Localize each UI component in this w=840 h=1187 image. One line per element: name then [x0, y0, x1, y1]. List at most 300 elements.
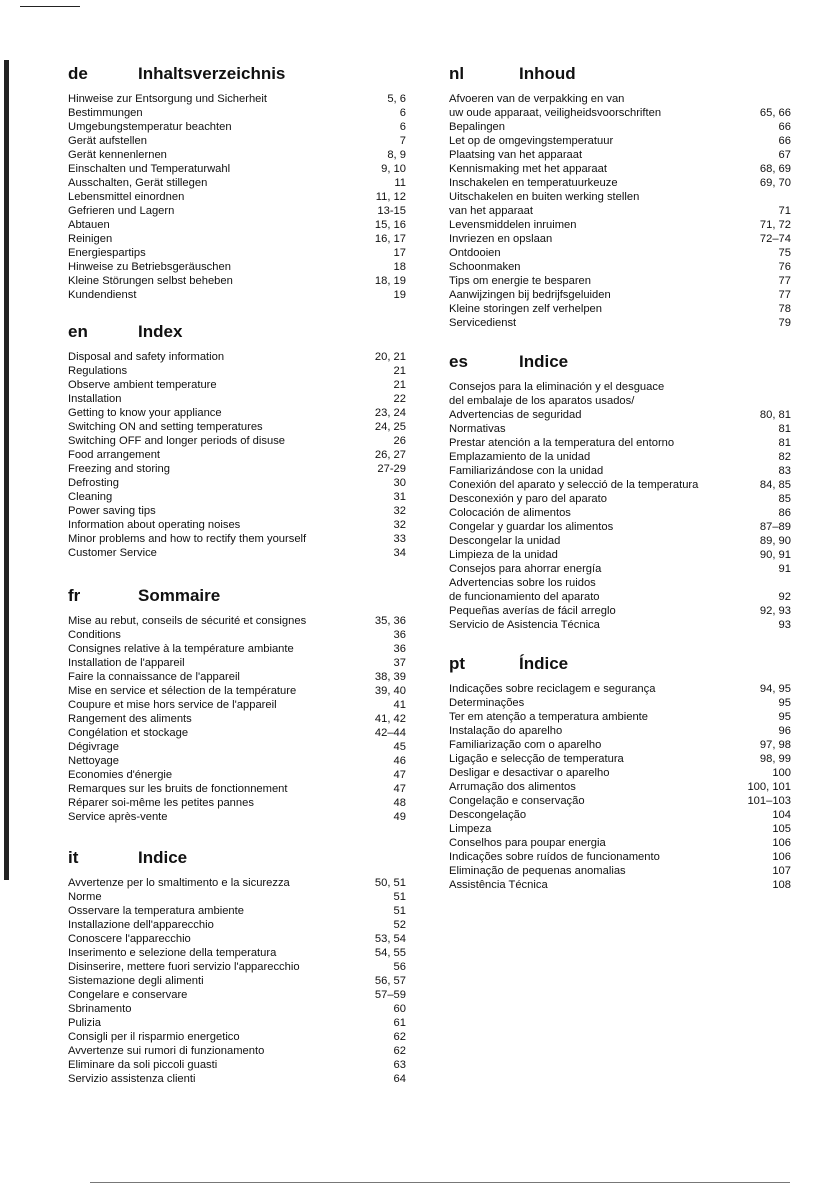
toc-entry-page: 98, 99 [759, 753, 791, 765]
toc-entry-page: 90, 91 [759, 549, 791, 561]
section-heading [449, 64, 791, 92]
toc-section-es [449, 352, 791, 632]
toc-entry-label: Plaatsing van het apparaat [449, 149, 583, 161]
toc-entry-page: 87–89 [759, 521, 791, 533]
toc-entry-list [449, 682, 791, 892]
toc-entry [68, 1044, 406, 1058]
toc-entry-page: 5, 6 [387, 93, 406, 105]
section-heading [68, 848, 406, 876]
toc-entry-page: 66 [778, 135, 791, 147]
toc-entry-label: de funcionamiento del aparato [449, 591, 600, 603]
toc-entry-label: Congelação e conservação [449, 795, 585, 807]
toc-entry-label: Aanwijzingen bij bedrijfsgeluiden [449, 289, 611, 301]
toc-entry-page: 82 [778, 451, 791, 463]
toc-entry [449, 302, 791, 316]
toc-entry [68, 288, 406, 302]
toc-entry-label: Ligação e selecção de temperatura [449, 753, 624, 765]
toc-entry [68, 504, 406, 518]
toc-entry [449, 422, 791, 436]
toc-entry-page: 26, 27 [374, 449, 406, 461]
toc-entry [449, 752, 791, 766]
toc-entry [68, 448, 406, 462]
toc-entry [68, 670, 406, 684]
toc-entry-page: 96 [778, 725, 791, 737]
toc-entry [68, 628, 406, 642]
toc-entry-list [68, 876, 406, 1086]
toc-entry [449, 604, 791, 618]
toc-entry-page: 32 [393, 519, 406, 531]
toc-entry [68, 176, 406, 190]
toc-entry-page: 75 [778, 247, 791, 259]
toc-entry [68, 1002, 406, 1016]
toc-entry-label: del embalaje de los aparatos usados/ [449, 395, 635, 407]
toc-entry-label: Eliminação de pequenas anomalias [449, 865, 626, 877]
section-title: Inhaltsverzeichnis [138, 64, 286, 83]
toc-entry-page: 39, 40 [374, 685, 406, 697]
toc-entry-label: Installation [68, 393, 122, 405]
section-title: Indice [138, 848, 188, 867]
toc-entry-page: 42–44 [374, 727, 406, 739]
toc-entry-label: Servicedienst [449, 317, 517, 329]
language-code: en [68, 322, 88, 341]
toc-entry-label: Bestimmungen [68, 107, 143, 119]
toc-entry-page: 46 [393, 755, 406, 767]
section-heading [449, 352, 791, 380]
toc-entry [68, 162, 406, 176]
toc-entry-page: 63 [393, 1059, 406, 1071]
toc-entry-label: Kleine Störungen selbst beheben [68, 275, 233, 287]
toc-entry-label: Installazione dell'apparecchio [68, 919, 214, 931]
toc-entry [68, 204, 406, 218]
toc-entry-page: 105 [772, 823, 791, 835]
toc-entry [68, 260, 406, 274]
toc-entry-page: 35, 36 [374, 615, 406, 627]
toc-entry [449, 190, 791, 204]
toc-section-en [68, 322, 406, 560]
toc-entry-label: Food arrangement [68, 449, 161, 461]
toc-entry-label: Tips om energie te besparen [449, 275, 591, 287]
toc-entry-page: 97, 98 [759, 739, 791, 751]
toc-section-pt [449, 654, 791, 892]
toc-entry-label: Service après-vente [68, 811, 168, 823]
toc-entry-label: Let op de omgevingstemperatuur [449, 135, 614, 147]
toc-entry-label: Instalação do aparelho [449, 725, 563, 737]
toc-entry-page: 106 [772, 837, 791, 849]
toc-entry-label: Limpieza de la unidad [449, 549, 558, 561]
toc-entry [68, 698, 406, 712]
toc-entry [449, 394, 791, 408]
toc-entry [449, 822, 791, 836]
toc-entry-label: Levensmiddelen inruimen [449, 219, 577, 231]
toc-entry-page: 77 [778, 289, 791, 301]
scan-line-top [20, 6, 80, 7]
toc-entry [449, 162, 791, 176]
toc-entry-page: 21 [393, 379, 406, 391]
toc-entry-page: 36 [393, 629, 406, 641]
toc-entry-page: 37 [393, 657, 406, 669]
toc-entry-page: 54, 55 [374, 947, 406, 959]
toc-entry-page: 47 [393, 783, 406, 795]
toc-entry-label: Defrosting [68, 477, 119, 489]
toc-entry-page: 18, 19 [374, 275, 406, 287]
toc-entry-label: Minor problems and how to rectify them yourself [68, 533, 307, 545]
toc-entry [68, 1016, 406, 1030]
toc-entry-page: 81 [778, 423, 791, 435]
toc-entry-page: 11, 12 [375, 191, 406, 203]
toc-entry-label: Uitschakelen en buiten werking stellen [449, 191, 640, 203]
toc-entry-page: 16, 17 [374, 233, 406, 245]
toc-entry-page: 7 [399, 135, 406, 147]
toc-entry-page: 6 [399, 121, 406, 133]
toc-entry-label: Advertencias sobre los ruidos [449, 577, 596, 589]
toc-entry-page: 56, 57 [374, 975, 406, 987]
toc-entry [68, 434, 406, 448]
toc-entry-page: 33 [393, 533, 406, 545]
toc-entry-label: Arrumação dos alimentos [449, 781, 576, 793]
toc-entry [449, 738, 791, 752]
toc-entry-page: 76 [778, 261, 791, 273]
toc-entry [68, 656, 406, 670]
toc-entry-list [68, 614, 406, 824]
section-heading [68, 64, 406, 92]
language-code: pt [449, 654, 466, 673]
toc-section-nl [449, 64, 791, 330]
toc-entry-page: 22 [393, 393, 406, 405]
toc-entry-label: Ter em atenção a temperatura ambiente [449, 711, 648, 723]
toc-entry-page: 56 [393, 961, 406, 973]
toc-entry-label: Familiarizándose con la unidad [449, 465, 604, 477]
toc-entry-page: 101–103 [747, 795, 791, 807]
toc-entry-label: Conexión del aparato y selecció de la temperatura [449, 479, 699, 491]
toc-entry-page: 78 [778, 303, 791, 315]
toc-entry-label: Schoonmaken [449, 261, 521, 273]
toc-entry [449, 380, 791, 394]
section-heading [68, 586, 406, 614]
toc-entry-page: 51 [393, 891, 406, 903]
toc-entry [449, 794, 791, 808]
toc-entry-label: Invriezen en opslaan [449, 233, 553, 245]
toc-entry-label: Indicações sobre ruídos de funcionamento [449, 851, 660, 863]
toc-entry [449, 106, 791, 120]
toc-entry-label: Customer Service [68, 547, 157, 559]
toc-entry-page: 107 [772, 865, 791, 877]
toc-entry-page: 95 [778, 697, 791, 709]
toc-entry-page: 79 [778, 317, 791, 329]
toc-entry-label: Normativas [449, 423, 506, 435]
section-title: Index [138, 322, 183, 341]
toc-entry-page: 100, 101 [747, 781, 791, 793]
toc-entry-label: Réparer soi-même les petites pannes [68, 797, 254, 809]
toc-entry-label: Kleine storingen zelf verhelpen [449, 303, 602, 315]
toc-entry [68, 246, 406, 260]
toc-entry [449, 92, 791, 106]
toc-entry-label: Freezing and storing [68, 463, 170, 475]
toc-entry-page: 18 [393, 261, 406, 273]
toc-entry-label: Servizio assistenza clienti [68, 1073, 196, 1085]
toc-entry [68, 92, 406, 106]
toc-entry-page: 93 [778, 619, 791, 631]
toc-entry-label: Power saving tips [68, 505, 156, 517]
toc-entry [449, 232, 791, 246]
toc-entry-page: 41, 42 [374, 713, 406, 725]
toc-entry [68, 1072, 406, 1086]
toc-entry-label: Umgebungstemperatur beachten [68, 121, 232, 133]
toc-entry-label: Installation de l'appareil [68, 657, 185, 669]
toc-entry-list [68, 350, 406, 560]
toc-entry [68, 406, 406, 420]
toc-entry-label: Indicações sobre reciclagem e segurança [449, 683, 656, 695]
toc-entry [68, 232, 406, 246]
toc-entry [449, 218, 791, 232]
toc-entry-page: 71 [778, 205, 791, 217]
toc-entry [449, 246, 791, 260]
toc-entry-label: Gerät kennenlernen [68, 149, 167, 161]
toc-entry-label: Pulizia [68, 1017, 101, 1029]
toc-entry-label: Energiespartips [68, 247, 146, 259]
toc-entry-page: 34 [393, 547, 406, 559]
toc-entry-page: 9, 10 [381, 163, 406, 175]
toc-entry [449, 766, 791, 780]
toc-entry-label: Remarques sur les bruits de fonctionnement [68, 783, 288, 795]
toc-entry [449, 682, 791, 696]
language-code: es [449, 352, 468, 371]
toc-entry [68, 890, 406, 904]
toc-entry-page: 108 [772, 879, 791, 891]
toc-entry [449, 204, 791, 218]
toc-entry [449, 450, 791, 464]
toc-entry [68, 782, 406, 796]
toc-entry [68, 378, 406, 392]
toc-entry-page: 77 [778, 275, 791, 287]
scan-line-bottom [90, 1182, 790, 1183]
toc-entry-label: Servicio de Asistencia Técnica [449, 619, 600, 631]
toc-entry [449, 534, 791, 548]
toc-entry-page: 38, 39 [374, 671, 406, 683]
toc-entry-page: 11 [394, 177, 406, 189]
toc-entry-page: 68, 69 [759, 163, 791, 175]
toc-entry [449, 696, 791, 710]
toc-entry [68, 810, 406, 824]
toc-entry-page: 69, 70 [759, 177, 791, 189]
toc-section-it [68, 848, 406, 1086]
toc-entry [449, 520, 791, 534]
toc-entry-page: 26 [393, 435, 406, 447]
language-code: nl [449, 64, 465, 83]
toc-entry-label: Colocación de alimentos [449, 507, 571, 519]
toc-entry-label: Conselhos para poupar energia [449, 837, 606, 849]
toc-entry-label: Prestar atención a la temperatura del entorno [449, 437, 675, 449]
toc-entry [68, 712, 406, 726]
toc-entry-page: 41 [393, 699, 406, 711]
section-title: Inhoud [519, 64, 576, 83]
toc-entry-label: Gefrieren und Lagern [68, 205, 175, 217]
toc-entry-page: 85 [778, 493, 791, 505]
toc-entry-page: 19 [393, 289, 406, 301]
toc-entry-label: Advertencias de seguridad [449, 409, 582, 421]
toc-entry [68, 1058, 406, 1072]
toc-entry [449, 618, 791, 632]
toc-entry-label: Economies d'énergie [68, 769, 173, 781]
toc-entry [68, 350, 406, 364]
toc-entry [449, 506, 791, 520]
toc-entry-page: 94, 95 [759, 683, 791, 695]
toc-entry-label: Eliminare da soli piccoli guasti [68, 1059, 218, 1071]
toc-entry [449, 134, 791, 148]
toc-entry [68, 960, 406, 974]
toc-entry-page: 24, 25 [374, 421, 406, 433]
toc-entry [449, 590, 791, 604]
toc-entry-page: 92, 93 [759, 605, 791, 617]
section-title: Índice [519, 654, 569, 673]
toc-column-right [449, 64, 791, 1104]
toc-entry [449, 260, 791, 274]
toc-entry [449, 576, 791, 590]
toc-entry-page: 104 [772, 809, 791, 821]
toc-entry [68, 120, 406, 134]
toc-entry-label: Avvertenze sui rumori di funzionamento [68, 1045, 265, 1057]
toc-entry-label: Limpeza [449, 823, 492, 835]
toc-entry-label: Hinweise zur Entsorgung und Sicherheit [68, 93, 267, 105]
toc-entry-label: Mise en service et sélection de la température [68, 685, 297, 697]
toc-entry [449, 850, 791, 864]
toc-entry-label: Observe ambient temperature [68, 379, 217, 391]
toc-entry-label: Nettoyage [68, 755, 119, 767]
toc-entry-label: Cleaning [68, 491, 113, 503]
toc-entry [449, 274, 791, 288]
toc-entry-label: Information about operating noises [68, 519, 241, 531]
toc-entry [449, 780, 791, 794]
toc-entry-page: 13-15 [377, 205, 406, 217]
toc-entry [68, 988, 406, 1002]
toc-entry-page: 47 [393, 769, 406, 781]
toc-entry-page: 30 [393, 477, 406, 489]
toc-entry-label: Emplazamiento de la unidad [449, 451, 591, 463]
toc-entry-page: 20, 21 [374, 351, 406, 363]
toc-entry-label: Sistemazione degli alimenti [68, 975, 204, 987]
toc-entry-label: Reinigen [68, 233, 113, 245]
toc-entry-label: Lebensmittel einordnen [68, 191, 185, 203]
toc-entry-label: Kennismaking met het apparaat [449, 163, 607, 175]
toc-entry [68, 490, 406, 504]
toc-entry [449, 724, 791, 738]
toc-entry [449, 548, 791, 562]
toc-entry-label: Bepalingen [449, 121, 505, 133]
toc-entry-label: Congelare e conservare [68, 989, 188, 1001]
toc-entry [68, 932, 406, 946]
toc-entry [449, 120, 791, 134]
toc-entry [68, 364, 406, 378]
toc-entry-page: 52 [393, 919, 406, 931]
toc-entry-label: Descongelar la unidad [449, 535, 561, 547]
toc-entry [68, 476, 406, 490]
toc-entry-label: Desligar e desactivar o aparelho [449, 767, 610, 779]
toc-entry-label: Sbrinamento [68, 1003, 132, 1015]
toc-entry-page: 92 [778, 591, 791, 603]
toc-entry [449, 408, 791, 422]
toc-entry [449, 288, 791, 302]
toc-entry-page: 89, 90 [759, 535, 791, 547]
toc-entry-page: 61 [393, 1017, 406, 1029]
toc-entry-label: Pequeñas averías de fácil arreglo [449, 605, 616, 617]
toc-entry-list [68, 92, 406, 302]
section-heading [449, 654, 791, 682]
toc-entry-label: Regulations [68, 365, 128, 377]
toc-entry [68, 642, 406, 656]
section-title: Sommaire [138, 586, 221, 605]
toc-entry-page: 50, 51 [374, 877, 406, 889]
toc-entry [68, 134, 406, 148]
toc-entry-label: Consejos para ahorrar energía [449, 563, 602, 575]
toc-entry-label: van het apparaat [449, 205, 533, 217]
toc-entry [449, 836, 791, 850]
toc-entry-page: 95 [778, 711, 791, 723]
toc-entry-label: Abtauen [68, 219, 110, 231]
toc-entry-label: Determinações [449, 697, 525, 709]
toc-entry [68, 768, 406, 782]
toc-entry-page: 31 [393, 491, 406, 503]
toc-section-de [68, 64, 406, 302]
toc-entry-label: Switching OFF and longer periods of disuse [68, 435, 286, 447]
toc-section-fr [68, 586, 406, 824]
toc-entry-label: Consejos para la eliminación y el desguace [449, 381, 665, 393]
toc-entry-label: Disinserire, mettere fuori servizio l'apparecchio [68, 961, 300, 973]
toc-entry-label: Congelar y guardar los alimentos [449, 521, 614, 533]
toc-entry [449, 176, 791, 190]
toc-entry-page: 6 [399, 107, 406, 119]
toc-entry-label: Rangement des aliments [68, 713, 192, 725]
toc-entry [68, 726, 406, 740]
toc-entry-page: 49 [393, 811, 406, 823]
toc-entry [68, 740, 406, 754]
toc-entry-label: Norme [68, 891, 102, 903]
toc-entry [449, 478, 791, 492]
toc-entry [68, 974, 406, 988]
toc-entry-page: 72–74 [759, 233, 791, 245]
toc-entry [68, 546, 406, 560]
toc-entry-label: Conoscere l'apparecchio [68, 933, 191, 945]
toc-entry-page: 45 [393, 741, 406, 753]
toc-entry-list [449, 92, 791, 330]
toc-entry-label: Coupure et mise hors service de l'appareil [68, 699, 277, 711]
toc-entry [68, 876, 406, 890]
toc-entry-page: 57–59 [374, 989, 406, 1001]
toc-entry-page: 65, 66 [759, 107, 791, 119]
toc-entry-page: 62 [393, 1031, 406, 1043]
toc-entry-label: Ontdooien [449, 247, 501, 259]
toc-entry-page: 81 [778, 437, 791, 449]
toc-column-left [68, 64, 406, 1104]
toc-entry [449, 148, 791, 162]
toc-entry-page: 51 [393, 905, 406, 917]
toc-entry-label: Consignes relative à la température ambiante [68, 643, 294, 655]
toc-entry-page: 48 [393, 797, 406, 809]
toc-entry-label: Congélation et stockage [68, 727, 189, 739]
toc-entry-label: Mise au rebut, conseils de sécurité et consignes [68, 615, 307, 627]
toc-entry [449, 808, 791, 822]
toc-entry-page: 32 [393, 505, 406, 517]
toc-entry-label: Gerät aufstellen [68, 135, 147, 147]
toc-entry-page: 86 [778, 507, 791, 519]
language-code: it [68, 848, 79, 867]
toc-entry-label: Inserimento e selezione della temperatura [68, 947, 277, 959]
toc-entry [449, 562, 791, 576]
toc-entry [68, 274, 406, 288]
toc-entry [449, 878, 791, 892]
toc-entry-page: 8, 9 [387, 149, 406, 161]
toc-entry [449, 464, 791, 478]
toc-entry-label: Inschakelen en temperatuurkeuze [449, 177, 618, 189]
toc-entry-label: Desconexión y paro del aparato [449, 493, 607, 505]
